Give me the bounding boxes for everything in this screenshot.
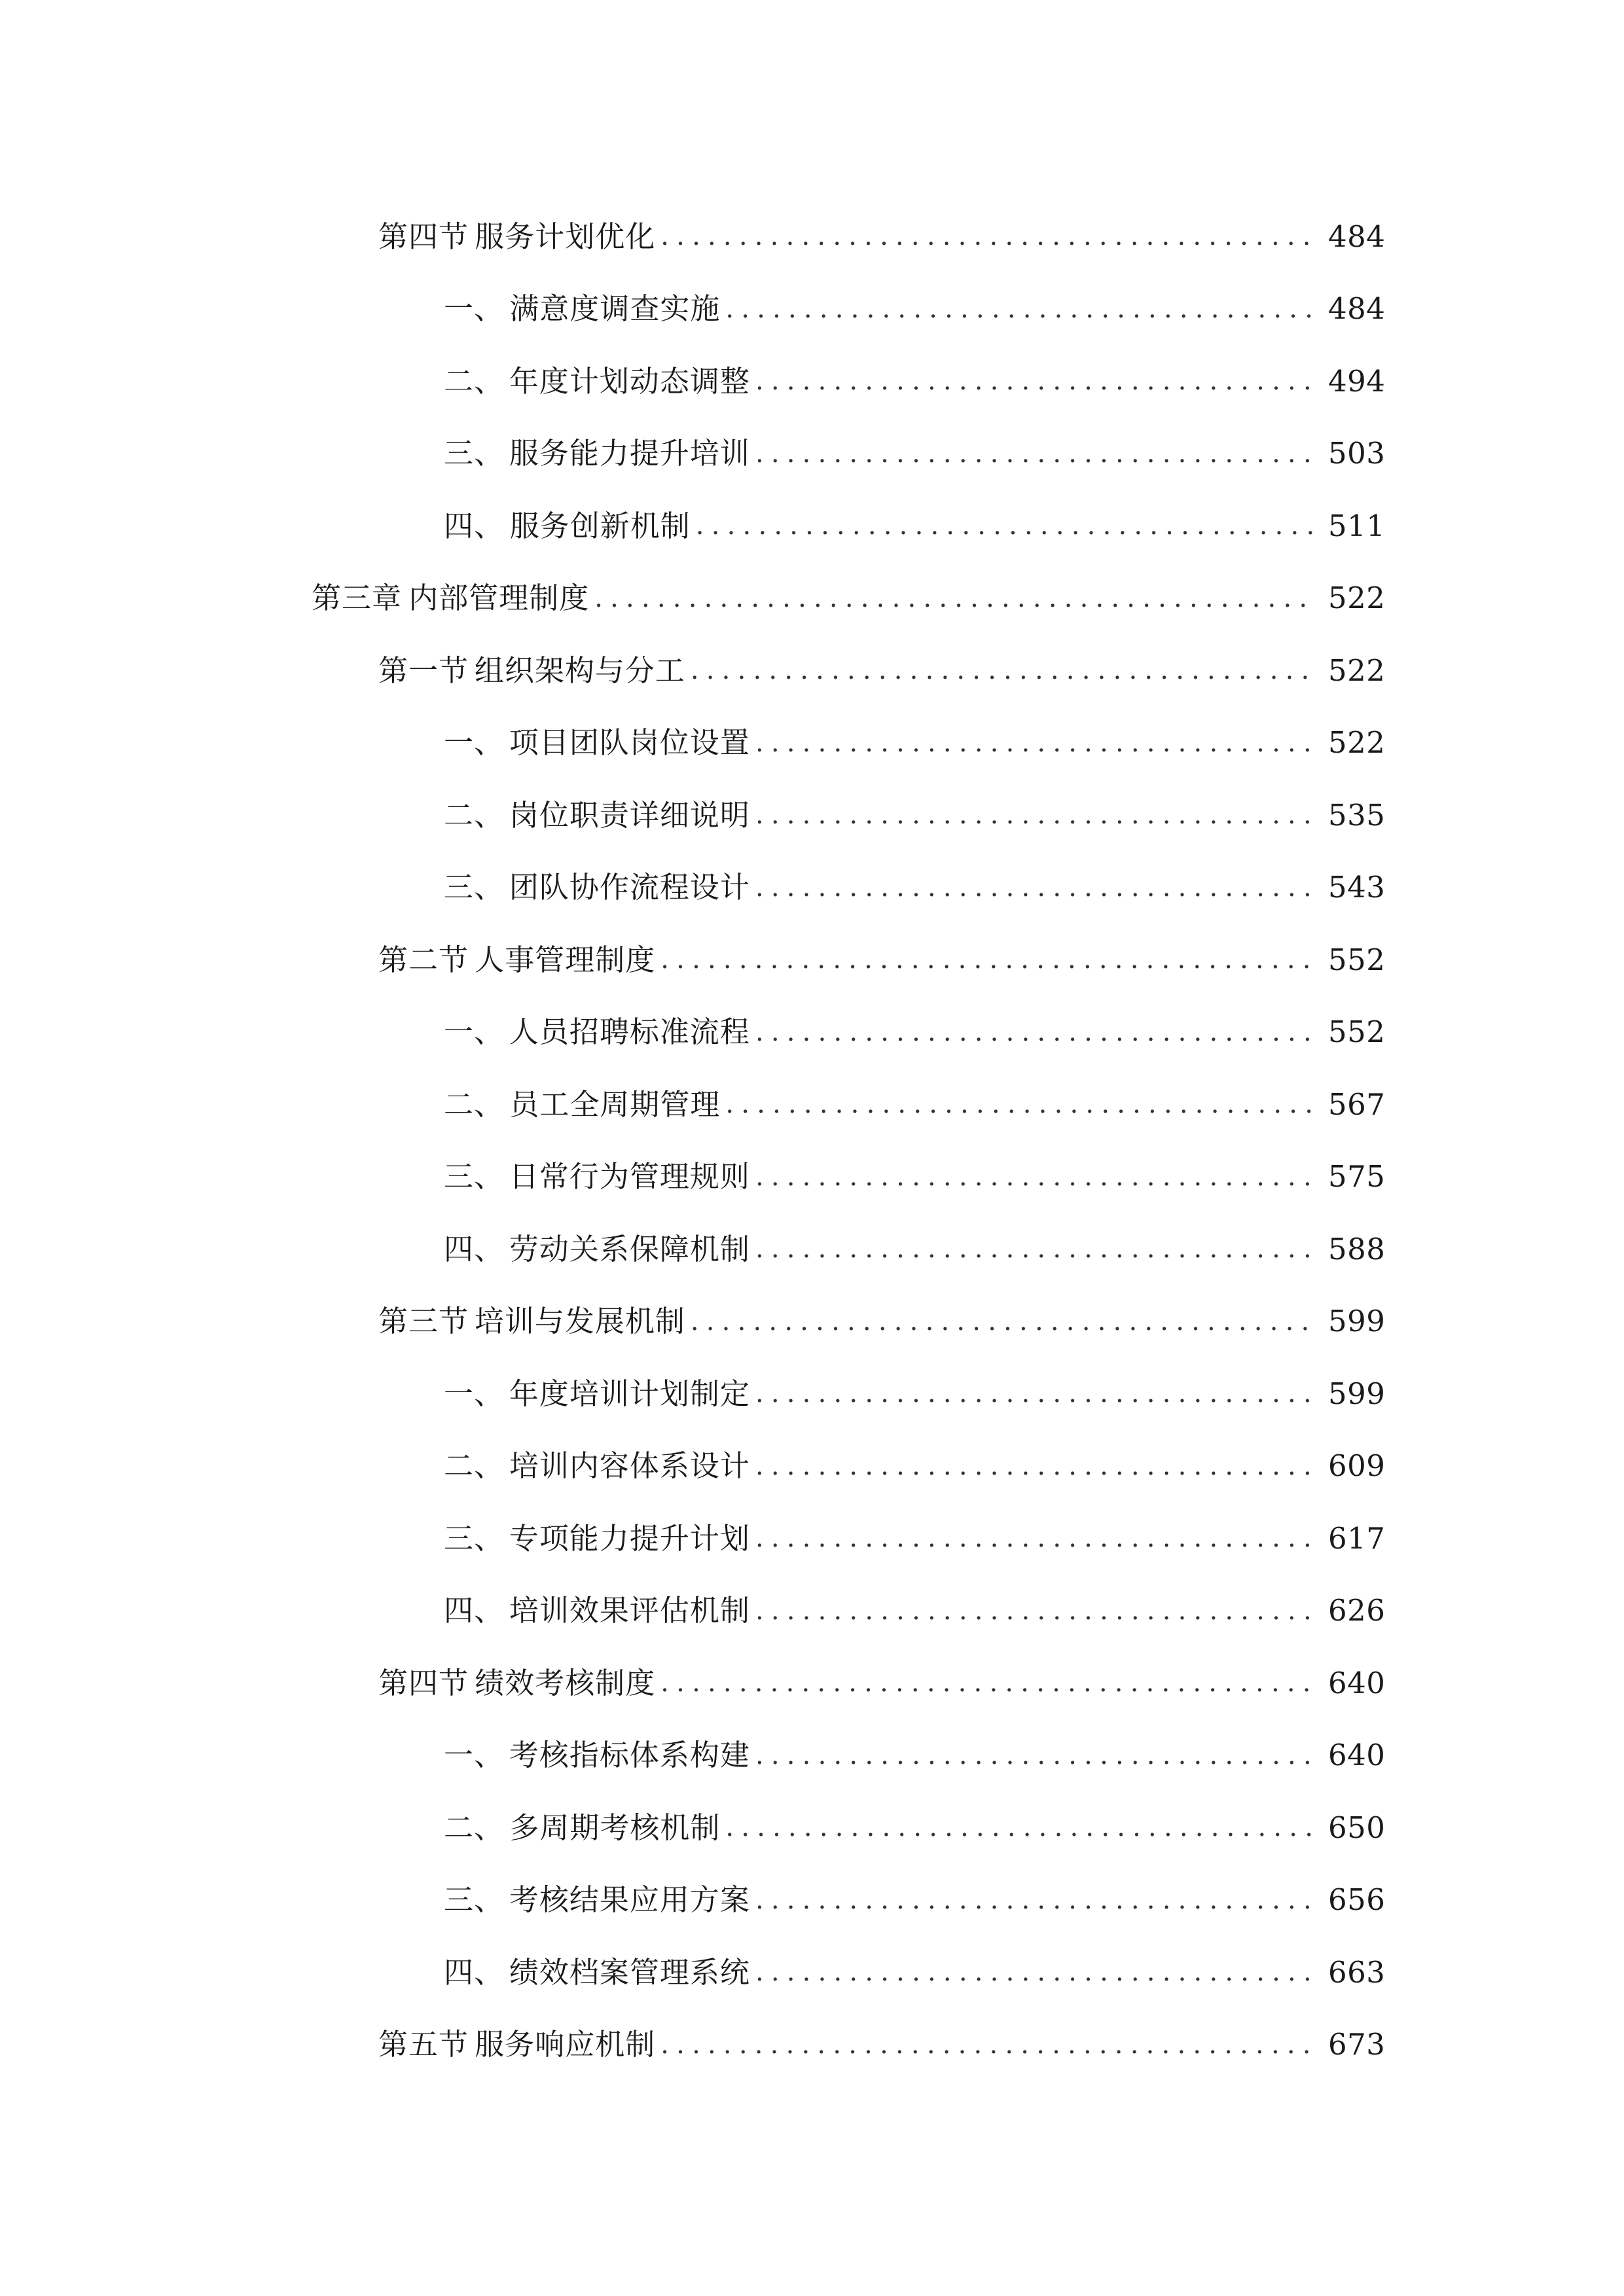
toc-entry-15[interactable] [0,1213,1624,1285]
toc-entry-number: 第五节 [378,2027,469,2062]
toc-entry-21[interactable] [0,1647,1624,1719]
toc-dot-leader [691,1308,1316,1335]
toc-entry-6[interactable] [0,562,1624,635]
toc-entry-10[interactable] [0,852,1624,924]
toc-entry-number: 三、 [444,1520,505,1556]
toc-entry-number: 四、 [444,508,505,543]
toc-entry-page-number: 640 [1328,1738,1386,1773]
toc-entry-title: 项目团队岗位设置 [509,725,750,761]
toc-entry-title: 培训效果评估机制 [509,1593,750,1628]
toc-entry-number: 第三章 [312,581,403,616]
toc-entry-title: 日常行为管理规则 [509,1159,750,1194]
toc-entry-8[interactable] [0,707,1624,780]
toc-entry-4[interactable] [0,418,1624,490]
toc-entry-title: 多周期考核机制 [509,1810,721,1845]
toc-dot-leader [755,1453,1316,1479]
toc-entry-number: 第一节 [378,653,469,688]
toc-entry-title: 绩效考核制度 [475,1665,656,1700]
toc-entry-page-number: 522 [1328,581,1386,616]
toc-dot-leader [691,657,1316,683]
toc-entry-number: 一、 [444,291,505,327]
toc-entry-number: 三、 [444,1882,505,1918]
toc-entry-number: 三、 [444,436,505,471]
toc-entry-title: 团队协作流程设计 [509,870,750,905]
toc-entry-number: 三、 [444,1159,505,1194]
toc-entry-title: 服务能力提升培训 [509,436,750,471]
toc-dot-leader [755,1525,1316,1551]
toc-dot-leader [696,512,1316,539]
toc-entry-9[interactable] [0,779,1624,852]
toc-dot-leader [755,802,1316,828]
toc-entry-number: 第三节 [378,1304,469,1339]
toc-dot-leader [755,1019,1316,1045]
toc-dot-leader [660,946,1316,973]
toc-dot-leader [755,1959,1316,1985]
toc-entry-14[interactable] [0,1141,1624,1213]
toc-entry-page-number: 609 [1328,1448,1386,1484]
toc-entry-7[interactable] [0,634,1624,707]
toc-entry-18[interactable] [0,1430,1624,1503]
toc-entry-title: 人事管理制度 [475,942,656,977]
toc-entry-title: 年度培训计划制定 [509,1376,750,1411]
toc-entry-number: 一、 [444,1738,505,1773]
toc-entry-1[interactable] [0,200,1624,273]
toc-entry-title: 劳动关系保障机制 [509,1231,750,1266]
toc-entry-page-number: 484 [1328,219,1386,254]
toc-entry-title: 考核指标体系构建 [509,1738,750,1773]
toc-dot-leader [660,2032,1316,2058]
toc-dot-leader [755,1236,1316,1262]
toc-entry-title: 服务创新机制 [509,508,691,543]
toc-dot-leader [755,1380,1316,1407]
toc-entry-page-number: 494 [1328,363,1386,399]
toc-entry-26[interactable] [0,2009,1624,2081]
toc-entry-page-number: 575 [1328,1159,1386,1194]
toc-entry-number: 二、 [444,363,505,399]
toc-entry-number: 二、 [444,1086,505,1122]
toc-entry-page-number: 484 [1328,291,1386,327]
toc-entry-title: 组织架构与分工 [474,653,685,688]
toc-entry-title: 满意度调查实施 [509,291,721,327]
toc-dot-leader [660,1670,1316,1696]
toc-entry-16[interactable] [0,1285,1624,1358]
toc-entry-title: 培训与发展机制 [474,1304,685,1339]
toc-dot-leader [755,1887,1316,1913]
toc-entry-page-number: 617 [1328,1520,1386,1556]
toc-entry-page-number: 511 [1328,508,1386,543]
toc-entry-title: 培训内容体系设计 [509,1448,750,1484]
toc-dot-leader [725,1814,1316,1840]
toc-entry-11[interactable] [0,924,1624,996]
toc-entry-22[interactable] [0,1719,1624,1792]
toc-entry-page-number: 552 [1328,1014,1386,1050]
toc-entry-title: 内部管理制度 [408,581,590,616]
toc-entry-page-number: 599 [1328,1376,1386,1411]
toc-entry-number: 四、 [444,1954,505,1990]
toc-entry-20[interactable] [0,1575,1624,1647]
toc-entry-page-number: 626 [1328,1593,1386,1628]
toc-entry-24[interactable] [0,1864,1624,1937]
toc-entry-19[interactable] [0,1502,1624,1575]
toc-entry-13[interactable] [0,1068,1624,1141]
toc-entry-page-number: 522 [1328,653,1386,688]
toc-entry-page-number: 503 [1328,436,1386,471]
toc-entry-title: 年度计划动态调整 [509,363,750,399]
toc-entry-title: 考核结果应用方案 [509,1882,750,1918]
toc-entry-page-number: 522 [1328,725,1386,761]
toc-entry-number: 一、 [444,1014,505,1050]
toc-entry-title: 专项能力提升计划 [509,1520,750,1556]
toc-dot-leader [660,223,1316,249]
toc-entry-title: 人员招聘标准流程 [509,1014,750,1050]
toc-dot-leader [755,1598,1316,1624]
toc-entry-number: 三、 [444,870,505,905]
toc-dot-leader [755,1164,1316,1190]
toc-entry-3[interactable] [0,345,1624,418]
toc-entry-number: 第四节 [378,1665,469,1700]
toc-entry-17[interactable] [0,1357,1624,1430]
toc-dot-leader [755,730,1316,756]
toc-entry-page-number: 663 [1328,1954,1386,1990]
toc-entry-page-number: 588 [1328,1231,1386,1266]
toc-entry-page-number: 656 [1328,1882,1386,1918]
toc-entry-12[interactable] [0,996,1624,1069]
toc-dot-leader [755,874,1316,901]
toc-entry-number: 四、 [444,1593,505,1628]
toc-entry-23[interactable] [0,1791,1624,1864]
toc-entry-number: 二、 [444,1810,505,1845]
toc-entry-page-number: 650 [1328,1810,1386,1845]
toc-entry-page-number: 543 [1328,870,1386,905]
toc-entry-title: 服务计划优化 [475,219,656,254]
toc-entry-page-number: 599 [1328,1304,1386,1339]
toc-dot-leader [755,1742,1316,1768]
toc-entry-2[interactable] [0,273,1624,346]
toc-dot-leader [755,368,1316,394]
toc-entry-25[interactable] [0,1936,1624,2009]
toc-entry-page-number: 673 [1328,2027,1386,2062]
toc-entry-title: 员工全周期管理 [509,1086,721,1122]
toc-entry-title: 岗位职责详细说明 [509,797,750,833]
toc-entry-page-number: 535 [1328,797,1386,833]
toc-entry-title: 服务响应机制 [475,2027,656,2062]
toc-entry-number: 二、 [444,797,505,833]
toc-entry-title: 绩效档案管理系统 [509,1954,750,1990]
toc-dot-leader [594,585,1316,611]
toc-entry-number: 一、 [444,1376,505,1411]
toc-entry-page-number: 640 [1328,1665,1386,1700]
toc-entry-number: 第四节 [378,219,469,254]
toc-entry-number: 第二节 [378,942,469,977]
toc-dot-leader [755,440,1316,467]
toc-entry-page-number: 567 [1328,1086,1386,1122]
toc-entry-number: 四、 [444,1231,505,1266]
toc-entry-5[interactable] [0,490,1624,562]
toc-entry-number: 二、 [444,1448,505,1484]
toc-dot-leader [725,296,1316,322]
toc-dot-leader [725,1091,1316,1117]
table-of-contents [0,200,1624,2081]
toc-entry-page-number: 552 [1328,942,1386,977]
toc-entry-number: 一、 [444,725,505,761]
